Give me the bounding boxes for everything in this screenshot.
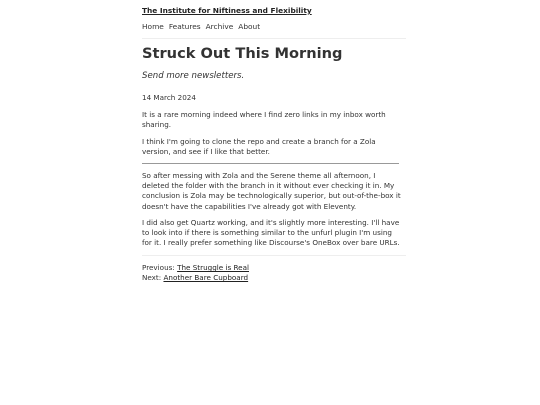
nav-item-archive[interactable]: Archive (205, 22, 234, 31)
next-label: Next: (142, 273, 162, 282)
site-title-link[interactable]: The Institute for Niftiness and Flexibility (142, 6, 312, 15)
post-paragraph-4: I did also get Quartz working, and it's slightly more interesting. I'll have to look into if there is something similar to the unfurl plugin I'm using for it. I really prefer something like Discourse's OneBox over bare URLs. (142, 218, 400, 248)
post-paragraph-3: So after messing with Zola and the Serene theme all afternoon, I deleted the folder with the branch in it without ever checking it in. My conclusion is Zola may be technologically superior, but out-of-the-box it doesn't have the capabilities I've already got with Eleventy. (142, 171, 401, 211)
next-post-link[interactable]: Another Bare Cupboard (163, 273, 249, 282)
previous-post (142, 263, 249, 273)
footer-divider (142, 255, 406, 256)
content-divider (142, 163, 399, 164)
nav-item-about[interactable]: About (238, 22, 261, 31)
post-date: 14 March 2024 (142, 93, 196, 102)
post-title: Struck Out This Morning (142, 45, 343, 62)
main-nav (142, 22, 265, 31)
post-subtitle: Send more newsletters. (142, 71, 245, 81)
post-paragraph-2: I think I'm going to clone the repo and create a branch for a Zola version, and see if I like that better. (142, 137, 376, 157)
post-paragraph-1: It is a rare morning indeed where I find zero links in my inbox worth sharing. (142, 110, 386, 130)
header-divider (142, 38, 406, 39)
nav-item-features[interactable]: Features (168, 22, 201, 31)
previous-post-link[interactable]: The Struggle is Real (177, 263, 249, 272)
next-post (142, 273, 248, 283)
previous-label: Previous: (142, 263, 175, 272)
nav-item-home[interactable]: Home (142, 22, 164, 31)
